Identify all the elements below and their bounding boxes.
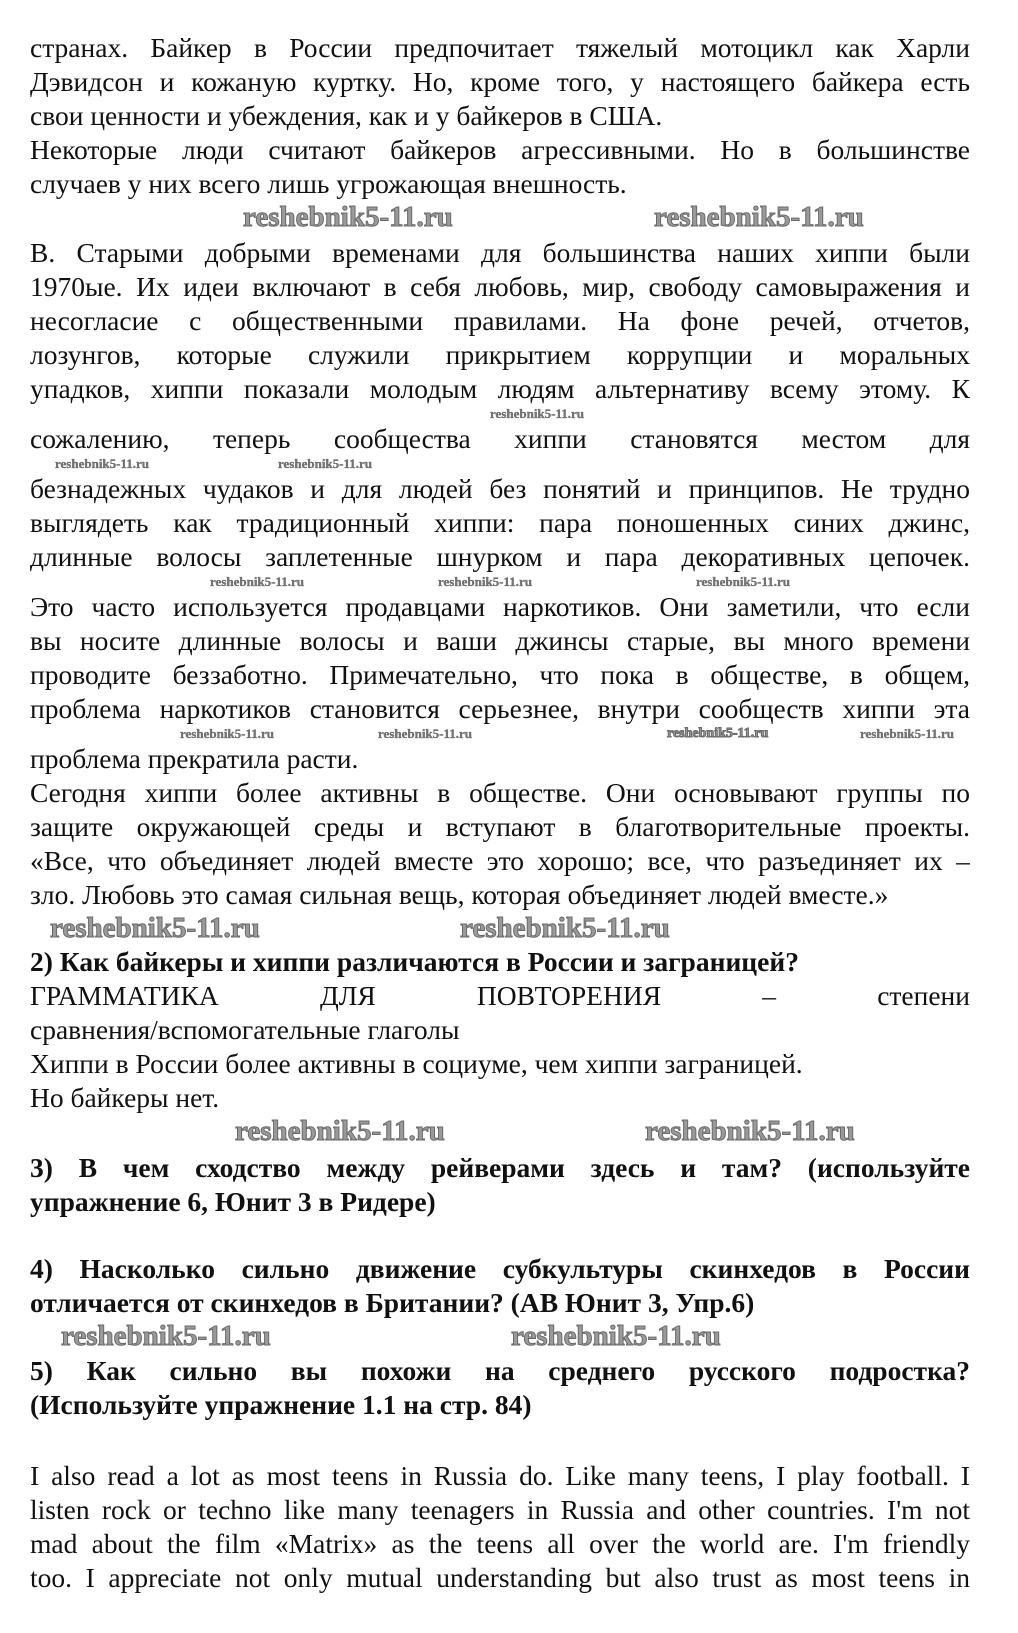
watermark: reshebnik5-11.ru — [55, 456, 150, 471]
watermark: reshebnik5-11.ru — [235, 1115, 445, 1147]
answer-line: Хиппи в России более активны в социуме, чем хиппи заграницей. — [30, 1048, 803, 1079]
document-text — [30, 31, 970, 1595]
text-line: Некоторые люди считают байкеров агрессивными. Но в большинстве — [30, 134, 970, 165]
text-line: длинные волосы заплетенные шнурком и пара декоративных цепочек. — [30, 541, 970, 572]
text-line: свои ценности и убеждения, как и у байкеров в США. — [30, 100, 663, 131]
watermark: reshebnik5-11.ru — [511, 1320, 721, 1352]
text-line: I also read a lot as most teens in Russia do. Like many teens, I play football. I — [30, 1460, 970, 1491]
watermark-row — [30, 406, 970, 422]
spacer — [30, 1115, 970, 1151]
watermark: reshebnik5-11.ru — [438, 574, 533, 589]
text-line: Дэвидсон и кожаную куртку. Но, кроме того, у настоящего байкера есть — [30, 66, 970, 97]
question-2: 2) Как байкеры и хиппи различаются в России и заграницей? — [30, 946, 799, 977]
spacer — [30, 201, 970, 236]
question-4: отличается от скинхедов в Британии? (АВ Юнит 3, Упр.6) — [30, 1287, 755, 1318]
text-line: защите окружающей среды и вступают в благотворительные проекты. — [30, 811, 970, 842]
watermark: reshebnik5-11.ru — [696, 574, 791, 589]
grammar-note: сравнения/вспомогательные глаголы — [30, 1014, 460, 1045]
text-line: проблема прекратила расти. — [30, 743, 359, 774]
text-line: сожалению, теперь сообщества хиппи становятся местом для — [30, 423, 970, 454]
answer-line: Но байкеры нет. — [30, 1082, 220, 1113]
text-line: В. Старыми добрыми временами для большинства наших хиппи были — [30, 237, 970, 268]
watermark: reshebnik5-11.ru — [460, 912, 670, 944]
text-line: вы носите длинные волосы и ваши джинсы старые, вы много времени — [30, 625, 970, 656]
grammar-note: ГРАММАТИКА ДЛЯ ПОВТОРЕНИЯ – степени — [30, 980, 970, 1011]
watermark: reshebnik5-11.ru — [645, 1115, 855, 1147]
watermark: reshebnik5-11.ru — [180, 726, 275, 741]
watermark-row — [30, 574, 970, 590]
text-line: несогласие с общественными правилами. На фоне речей, отчетов, — [30, 305, 970, 336]
text-line: too. I appreciate not only mutual understanding but also trust as most teens in — [30, 1562, 970, 1593]
spacer — [30, 1320, 970, 1354]
english-answer — [30, 1459, 970, 1595]
text-line: mad about the film «Matrix» as the teens all over the world are. I'm friendly — [30, 1528, 970, 1559]
question-4-block — [30, 1252, 970, 1320]
spacer — [30, 1219, 970, 1252]
watermark: reshebnik5-11.ru — [50, 912, 260, 944]
watermark: reshebnik5-11.ru — [61, 1320, 271, 1352]
text-line: случаев у них всего лишь угрожающая внешность. — [30, 168, 627, 199]
watermark: reshebnik5-11.ru — [278, 456, 373, 471]
text-line: безнадежных чудаков и для людей без понятий и принципов. Не трудно — [30, 473, 970, 504]
watermark: reshebnik5-11.ru — [490, 406, 585, 421]
paragraph-hippies-today — [30, 776, 970, 912]
watermark-row — [30, 726, 970, 742]
question-3-block — [30, 1151, 970, 1219]
paragraph-bikers — [30, 31, 970, 201]
question-4: 4) Насколько сильно движение субкультуры скинхедов в России — [30, 1253, 970, 1284]
spacer — [30, 1422, 970, 1459]
text-line: проводите беззаботно. Примечательно, что пока в обществе, в общем, — [30, 659, 970, 690]
watermark: reshebnik5-11.ru — [243, 201, 453, 233]
text-line: Это часто используется продавцами наркотиков. Они заметили, что если — [30, 591, 970, 622]
watermark: reshebnik5-11.ru — [210, 574, 305, 589]
watermark: reshebnik5-11.ru — [654, 201, 864, 233]
watermark: reshebnik5-11.ru — [378, 726, 473, 741]
text-line: Сегодня хиппи более активны в обществе. Они основывают группы по — [30, 777, 970, 808]
question-3: 3) В чем сходство между рейверами здесь и там? (используйте — [30, 1152, 970, 1183]
text-line: «Все, что объединяет людей вместе это хорошо; все, что разъединяет их – — [30, 845, 970, 876]
watermark-row — [30, 456, 970, 472]
paragraph-hippies — [30, 236, 970, 776]
spacer — [30, 912, 970, 945]
text-line: зло. Любовь это самая сильная вещь, которая объединяет людей вместе.» — [30, 879, 889, 910]
watermark: reshebnik5-11.ru — [667, 726, 769, 741]
question-5: (Используйте упражнение 1.1 на стр. 84) — [30, 1389, 532, 1420]
question-5: 5) Как сильно вы похожи на среднего русского подростка? — [30, 1355, 970, 1386]
text-line: странах. Байкер в России предпочитает тяжелый мотоцикл как Харли — [30, 32, 970, 63]
text-line: выглядеть как традиционный хиппи: пара поношенных синих джинс, — [30, 507, 970, 538]
question-2-block — [30, 945, 970, 1115]
watermark: reshebnik5-11.ru — [860, 726, 955, 741]
text-line: лозунгов, которые служили прикрытием коррупции и моральных — [30, 339, 970, 370]
question-5-block — [30, 1354, 970, 1422]
text-line: 1970ые. Их идеи включают в себя любовь, мир, свободу самовыражения и — [30, 271, 970, 302]
text-line: проблема наркотиков становится серьезнее, внутри сообществ хиппи эта — [30, 693, 970, 724]
question-3: упражнение 6, Юнит 3 в Ридере) — [30, 1186, 436, 1217]
text-line: listen rock or techno like many teenagers in Russia and other countries. I'm not — [30, 1494, 970, 1525]
text-line: упадков, хиппи показали молодым людям альтернативу всему этому. К — [30, 373, 970, 404]
